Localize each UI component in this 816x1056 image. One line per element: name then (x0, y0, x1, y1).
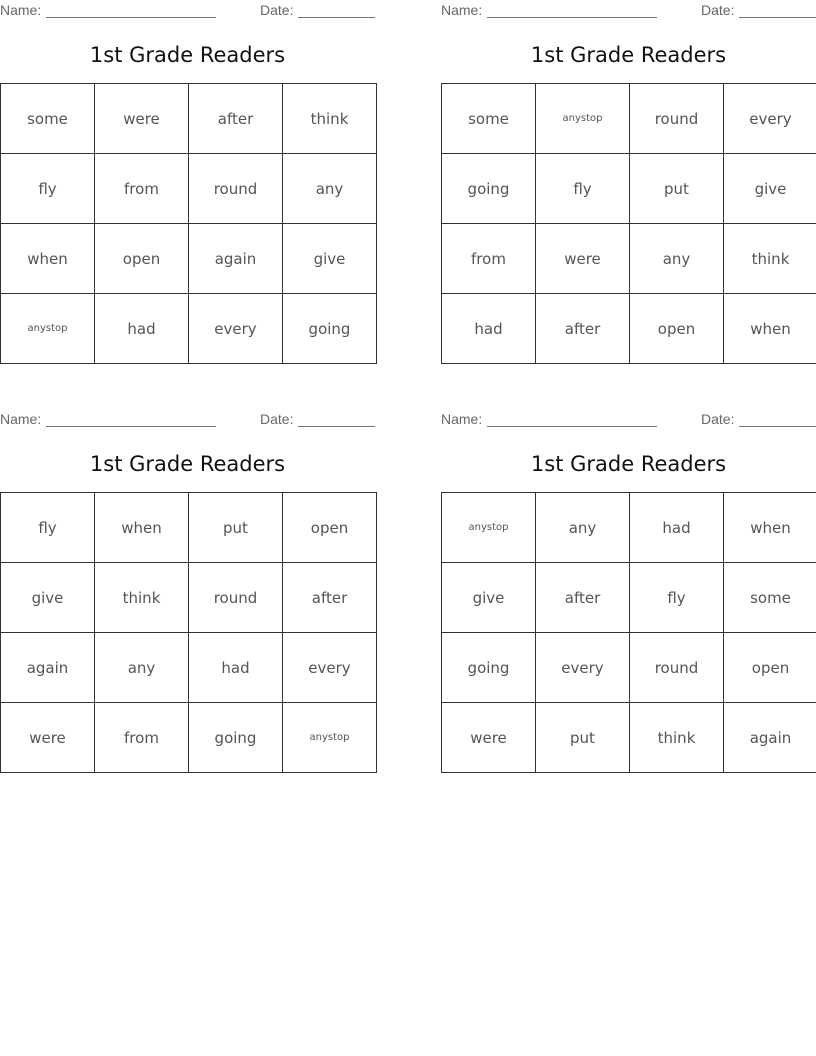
bingo-card (0, 409, 375, 773)
grid-cell: were (442, 703, 536, 773)
grid-cell: open (95, 224, 189, 294)
grid-cell: every (724, 84, 816, 154)
grid-cell: when (724, 493, 816, 563)
grid-cell: some (442, 84, 536, 154)
name-date-row (0, 411, 375, 429)
name-date-row (0, 2, 375, 20)
date-label: Date: (260, 411, 294, 427)
grid-cell: anystop (442, 493, 536, 563)
name-label: Name: (441, 2, 483, 18)
grid-cell: were (536, 224, 630, 294)
grid-cell: every (189, 294, 283, 364)
grid-cell: round (630, 633, 724, 703)
date-blank-line (298, 426, 375, 427)
grid-row (1, 633, 377, 703)
grid-cell: again (1, 633, 95, 703)
grid-cell: put (189, 493, 283, 563)
bingo-grid (441, 492, 816, 773)
name-blank-line (46, 17, 216, 18)
grid-row (1, 703, 377, 773)
grid-cell: again (724, 703, 816, 773)
grid-cell: give (724, 154, 816, 224)
grid-cell: were (1, 703, 95, 773)
name-label: Name: (0, 411, 42, 427)
grid-cell: open (630, 294, 724, 364)
grid-row (1, 563, 377, 633)
card-title: 1st Grade Readers (89, 43, 286, 67)
bingo-grid (0, 492, 377, 773)
grid-cell: going (442, 154, 536, 224)
grid-row (1, 493, 377, 563)
grid-cell: think (95, 563, 189, 633)
grid-cell: fly (1, 493, 95, 563)
grid-cell: think (724, 224, 816, 294)
grid-cell: anystop (1, 294, 95, 364)
name-blank-line (487, 17, 657, 18)
grid-cell: open (283, 493, 377, 563)
name-date-row (441, 2, 816, 20)
grid-cell: fly (536, 154, 630, 224)
date-label: Date: (701, 411, 735, 427)
bingo-card (441, 0, 816, 364)
grid-cell: give (283, 224, 377, 294)
grid-cell: after (536, 563, 630, 633)
grid-row (1, 84, 377, 154)
grid-cell: had (189, 633, 283, 703)
date-label: Date: (701, 2, 735, 18)
grid-cell: fly (630, 563, 724, 633)
grid-row (442, 154, 816, 224)
bingo-card (0, 0, 375, 364)
grid-cell: were (95, 84, 189, 154)
grid-cell: going (442, 633, 536, 703)
grid-cell: when (724, 294, 816, 364)
date-blank-line (739, 426, 816, 427)
grid-cell: when (1, 224, 95, 294)
grid-cell: after (536, 294, 630, 364)
grid-cell: think (283, 84, 377, 154)
bingo-card (441, 409, 816, 773)
card-title: 1st Grade Readers (530, 452, 727, 476)
grid-cell: round (189, 563, 283, 633)
grid-row (442, 294, 816, 364)
grid-cell: after (283, 563, 377, 633)
grid-cell: any (95, 633, 189, 703)
grid-cell: any (283, 154, 377, 224)
grid-row (442, 84, 816, 154)
card-title: 1st Grade Readers (530, 43, 727, 67)
grid-cell: round (189, 154, 283, 224)
name-label: Name: (0, 2, 42, 18)
grid-cell: some (1, 84, 95, 154)
grid-cell: going (283, 294, 377, 364)
name-blank-line (487, 426, 657, 427)
grid-row (442, 703, 816, 773)
grid-row (1, 294, 377, 364)
grid-cell: every (283, 633, 377, 703)
grid-cell: from (95, 703, 189, 773)
grid-row (442, 224, 816, 294)
grid-cell: round (630, 84, 724, 154)
grid-cell: had (442, 294, 536, 364)
name-blank-line (46, 426, 216, 427)
grid-row (1, 154, 377, 224)
grid-cell: every (536, 633, 630, 703)
grid-cell: anystop (283, 703, 377, 773)
grid-cell: any (536, 493, 630, 563)
grid-cell: had (630, 493, 724, 563)
bingo-grid (441, 83, 816, 364)
grid-cell: when (95, 493, 189, 563)
grid-cell: after (189, 84, 283, 154)
grid-cell: open (724, 633, 816, 703)
grid-cell: going (189, 703, 283, 773)
name-label: Name: (441, 411, 483, 427)
grid-cell: put (536, 703, 630, 773)
grid-cell: some (724, 563, 816, 633)
grid-cell: any (630, 224, 724, 294)
bingo-grid (0, 83, 377, 364)
grid-cell: give (1, 563, 95, 633)
grid-cell: think (630, 703, 724, 773)
card-title: 1st Grade Readers (89, 452, 286, 476)
grid-row (442, 633, 816, 703)
grid-row (1, 224, 377, 294)
grid-cell: from (95, 154, 189, 224)
grid-cell: from (442, 224, 536, 294)
grid-cell: give (442, 563, 536, 633)
date-blank-line (298, 17, 375, 18)
grid-cell: anystop (536, 84, 630, 154)
name-date-row (441, 411, 816, 429)
date-blank-line (739, 17, 816, 18)
grid-row (442, 563, 816, 633)
grid-cell: again (189, 224, 283, 294)
grid-row (442, 493, 816, 563)
grid-cell: had (95, 294, 189, 364)
grid-cell: fly (1, 154, 95, 224)
grid-cell: put (630, 154, 724, 224)
date-label: Date: (260, 2, 294, 18)
